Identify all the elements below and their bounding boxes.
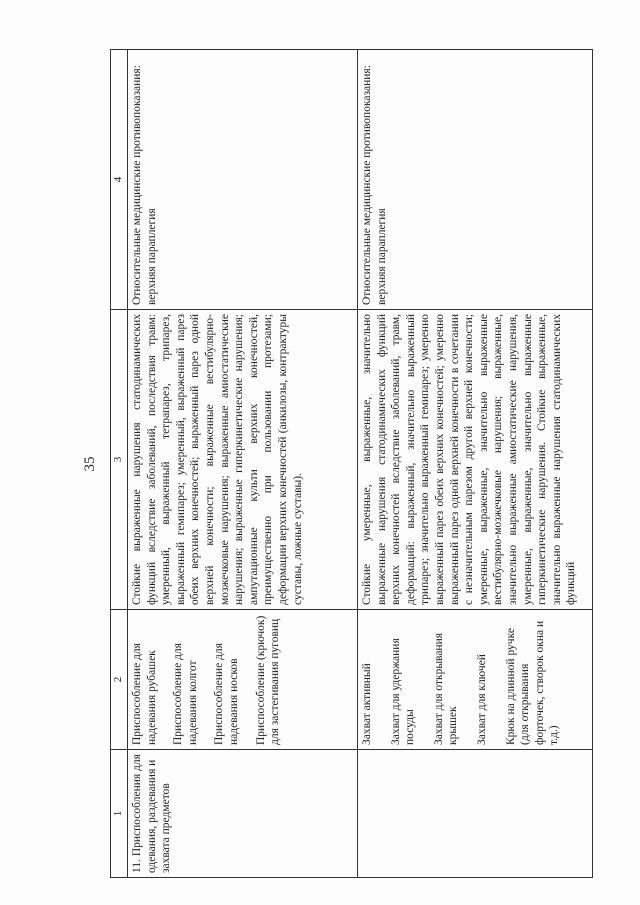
device-item: Приспособление для надевания колгот	[172, 643, 199, 745]
column-number: 1	[111, 750, 128, 878]
device-item: Приспособление для надевания рубашек	[131, 643, 158, 745]
contraindications-cell	[128, 50, 358, 310]
contraindications-value: верхняя параплегия	[375, 208, 388, 305]
device-item: Захват для открывания крышек	[432, 632, 460, 745]
devices-cell	[128, 610, 358, 750]
contraindications-value: верхняя параплегия	[145, 208, 158, 305]
column-number: 2	[111, 610, 128, 750]
column-number: 4	[111, 50, 128, 310]
indications-text: Стойкие умеренные, выраженные, значительно выраженные нарушения статодинамических функций верхних конечностей вследствие заболеваний, травм, деформаций: выраженный, значительно выраженный трипарез; значительно выраженный гемипарез; умеренно выраженный парез обеих верхних конечностей; умеренно выраженный парез одной верхней конечности в сочетании с незначительным парезом другой верхней конечности; умеренные, выраженные, значительно выраженные вестибулярно-мозжечковые нарушения; выраженные, значительно выраженные амиостатические нарушения, умеренные, выраженные, значительно выраженные гиперкинетические нарушения. Стойкие выраженные, значительно выраженные нарушения статодинамических функций	[361, 314, 578, 605]
table-header-row	[111, 50, 128, 878]
device-item: Приспособление (крючок) для застегивания пуговиц	[254, 615, 282, 745]
indications-text: Стойкие выраженные нарушения статодинамических функций вследствие заболеваний, последствия травм: умеренный, выраженный тетрапарез, трипарез, выраженный гемипарез; умеренный, выраженный парез обеих верхних конечностей; выраженный парез одной верхней конечности; выраженные вестибулярно-мозжечковые нарушения; выраженные амиостатические нарушения; выраженные гиперкинетические нарушения; ампутационные культи верхних конечностей, преимущественно при пользовании протезами; деформации верхних конечностей (анкилозы, контрактуры суставы, ложные суставы).	[131, 314, 304, 605]
table-row	[358, 50, 593, 878]
device-item: Крюк на длинной ручке (для открывания форточек, створок окна и т.д.)	[504, 620, 561, 745]
page-number: 35	[82, 456, 98, 472]
indications-cell	[128, 310, 358, 610]
rotated-table-block	[70, 50, 586, 878]
device-item: Захват активный	[361, 663, 373, 745]
indications-cell	[358, 310, 593, 610]
contraindications-cell	[358, 50, 593, 310]
contraindications-title: Относительные медицинские противопоказания:	[131, 65, 143, 305]
column-number: 3	[111, 310, 128, 610]
device-item: Захват для ключей	[475, 654, 488, 745]
category-cell	[358, 750, 593, 878]
category-cell	[128, 750, 358, 878]
device-item: Приспособление для надевания носков	[213, 643, 240, 745]
devices-cell	[358, 610, 593, 750]
table-row	[128, 50, 358, 878]
rehab-devices-table	[110, 49, 593, 878]
device-item: Захват для удержания посуды	[389, 638, 417, 745]
category-text: 11. Приспособления для одевания, раздевания и захвата предметов	[131, 754, 173, 873]
contraindications-title: Относительные медицинские противопоказания:	[361, 65, 373, 305]
